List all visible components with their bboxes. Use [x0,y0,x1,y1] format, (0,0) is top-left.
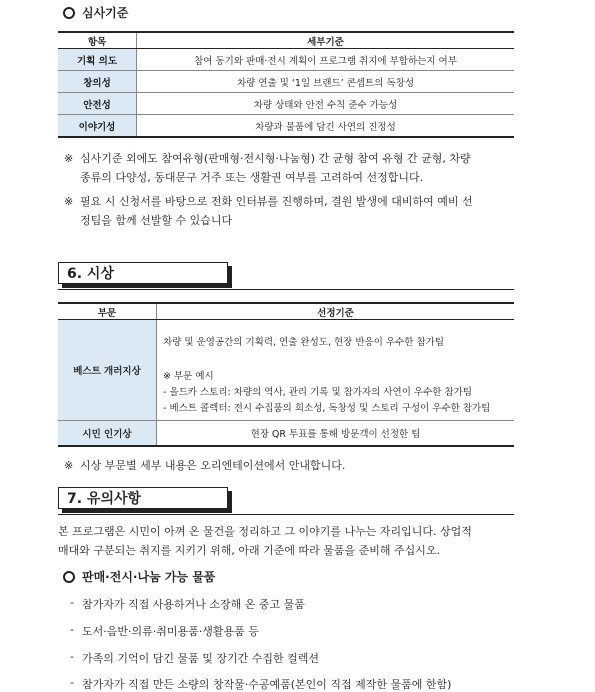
note-line: 종류의 다양성, 동대문구 거주 또는 생활권 여부를 고려하여 선정합니다. [80,171,424,184]
section-6-title [58,262,228,284]
example-item: - 올드카 스토리: 차량의 역사, 관리 기록 및 참가자의 사연이 우수한 참가팀 [163,387,472,398]
col-criteria-header: 선정기준 [157,303,515,320]
note-mark: ※ [64,152,74,165]
criteria-detail: 차량과 물품에 담긴 사연의 진정성 [137,115,515,138]
table-row [58,71,514,93]
note-line: 심사기준 외에도 참여유형(판매형·전시형·나눔형) 간 균형 참여 유형 간 균형, 차량 [80,152,471,165]
note-line: 필요 시 신청서를 바탕으로 전화 인터뷰를 진행하며, 결원 발생에 대비하여 예비 선 [80,195,473,208]
note-line: 정팀을 함께 선발할 수 있습니다 [80,214,233,227]
intro-line: 매대와 구분되는 취지를 지키기 위해, 아래 기준에 따라 물품을 준비해 주십시오. [58,544,440,557]
table-row [58,93,514,115]
criteria-heading [63,4,128,21]
list-item [70,650,319,666]
allowed-heading-text: 판매·전시·나눔 가능 물품 [82,570,216,584]
criteria-detail: 차량 연출 및 ‘1일 브랜드’ 콘셉트의 독창성 [137,71,515,93]
award-label: 베스트 개러지상 [58,320,157,421]
section-7-title [58,487,228,509]
table-row [58,320,514,421]
criteria-heading-text: 심사기준 [82,6,129,20]
criteria-detail: 참여 동기와 판매·전시 계획이 프로그램 취지에 부합하는지 여부 [137,49,515,71]
criteria-detail: 차량 상태와 안전 수칙 준수 가능성 [137,93,515,115]
section-6-title-text: 6. 시상 [67,266,114,282]
intro-line: 본 프로그램은 시민이 아껴 온 물건을 정리하고 그 이야기를 나누는 자리입니다. 상업적 [58,525,472,538]
awards-note [64,456,544,475]
criteria-item: 안전성 [58,93,137,115]
award-label: 시민 인기상 [58,421,157,447]
col-detail-header: 세부기준 [137,32,515,49]
note-mark: ※ [64,459,74,472]
criteria-note-2 [64,192,544,230]
list-item-text: 참가자가 직접 만든 소량의 창작물·수공예품(본인이 직접 제작한 물품에 한함) [82,678,452,691]
dash-bullet-icon: - [70,676,74,689]
awards-table-header [58,303,514,320]
list-item [70,676,451,692]
section-divider [58,514,514,515]
dash-bullet-icon: - [70,650,74,663]
criteria-item: 기획 의도 [58,49,137,71]
award-detail: 현장 QR 투표를 통해 방문객이 선정한 팀 [157,421,515,447]
criteria-note-1 [64,149,544,187]
list-item-text: 가족의 기억이 담긴 물품 및 장기간 수집한 컬렉션 [82,652,319,665]
circle-bullet-icon [63,7,75,19]
table-row [58,115,514,138]
col-category-header: 부문 [58,303,157,320]
award-detail [157,320,515,421]
section-7-title-text: 7. 유의사항 [67,491,142,507]
caution-intro [58,522,578,560]
list-item [70,596,305,612]
circle-bullet-icon [63,571,75,583]
list-item [70,623,259,639]
table-row [58,49,514,71]
col-item-header: 항목 [58,32,137,49]
list-item-text: 도서·음반·의류·취미용품·생활용품 등 [82,625,259,638]
dash-bullet-icon: - [70,596,74,609]
dash-bullet-icon: - [70,623,74,636]
allowed-heading [63,568,215,585]
section-divider [58,289,514,290]
award-line: 차량 및 운영공간의 기획력, 연출 완성도, 현장 반응이 우수한 참가팀 [163,337,444,348]
list-item-text: 참가자가 직접 사용하거나 소장해 온 중고 물품 [82,598,305,611]
example-item: - 베스트 콜렉터: 전시 수집품의 희소성, 독창성 및 스토리 구성이 우수한 참가팀 [163,403,491,414]
criteria-item: 창의성 [58,71,137,93]
note-line: 시상 부문별 세부 내용은 오리엔테이션에서 안내합니다. [80,459,346,472]
note-mark: ※ [64,195,74,208]
criteria-table-header [58,32,514,49]
table-row [58,421,514,447]
awards-table [58,302,514,447]
criteria-item: 이야기성 [58,115,137,138]
example-title: ※ 부문 예시 [163,371,214,382]
criteria-table [58,31,514,138]
